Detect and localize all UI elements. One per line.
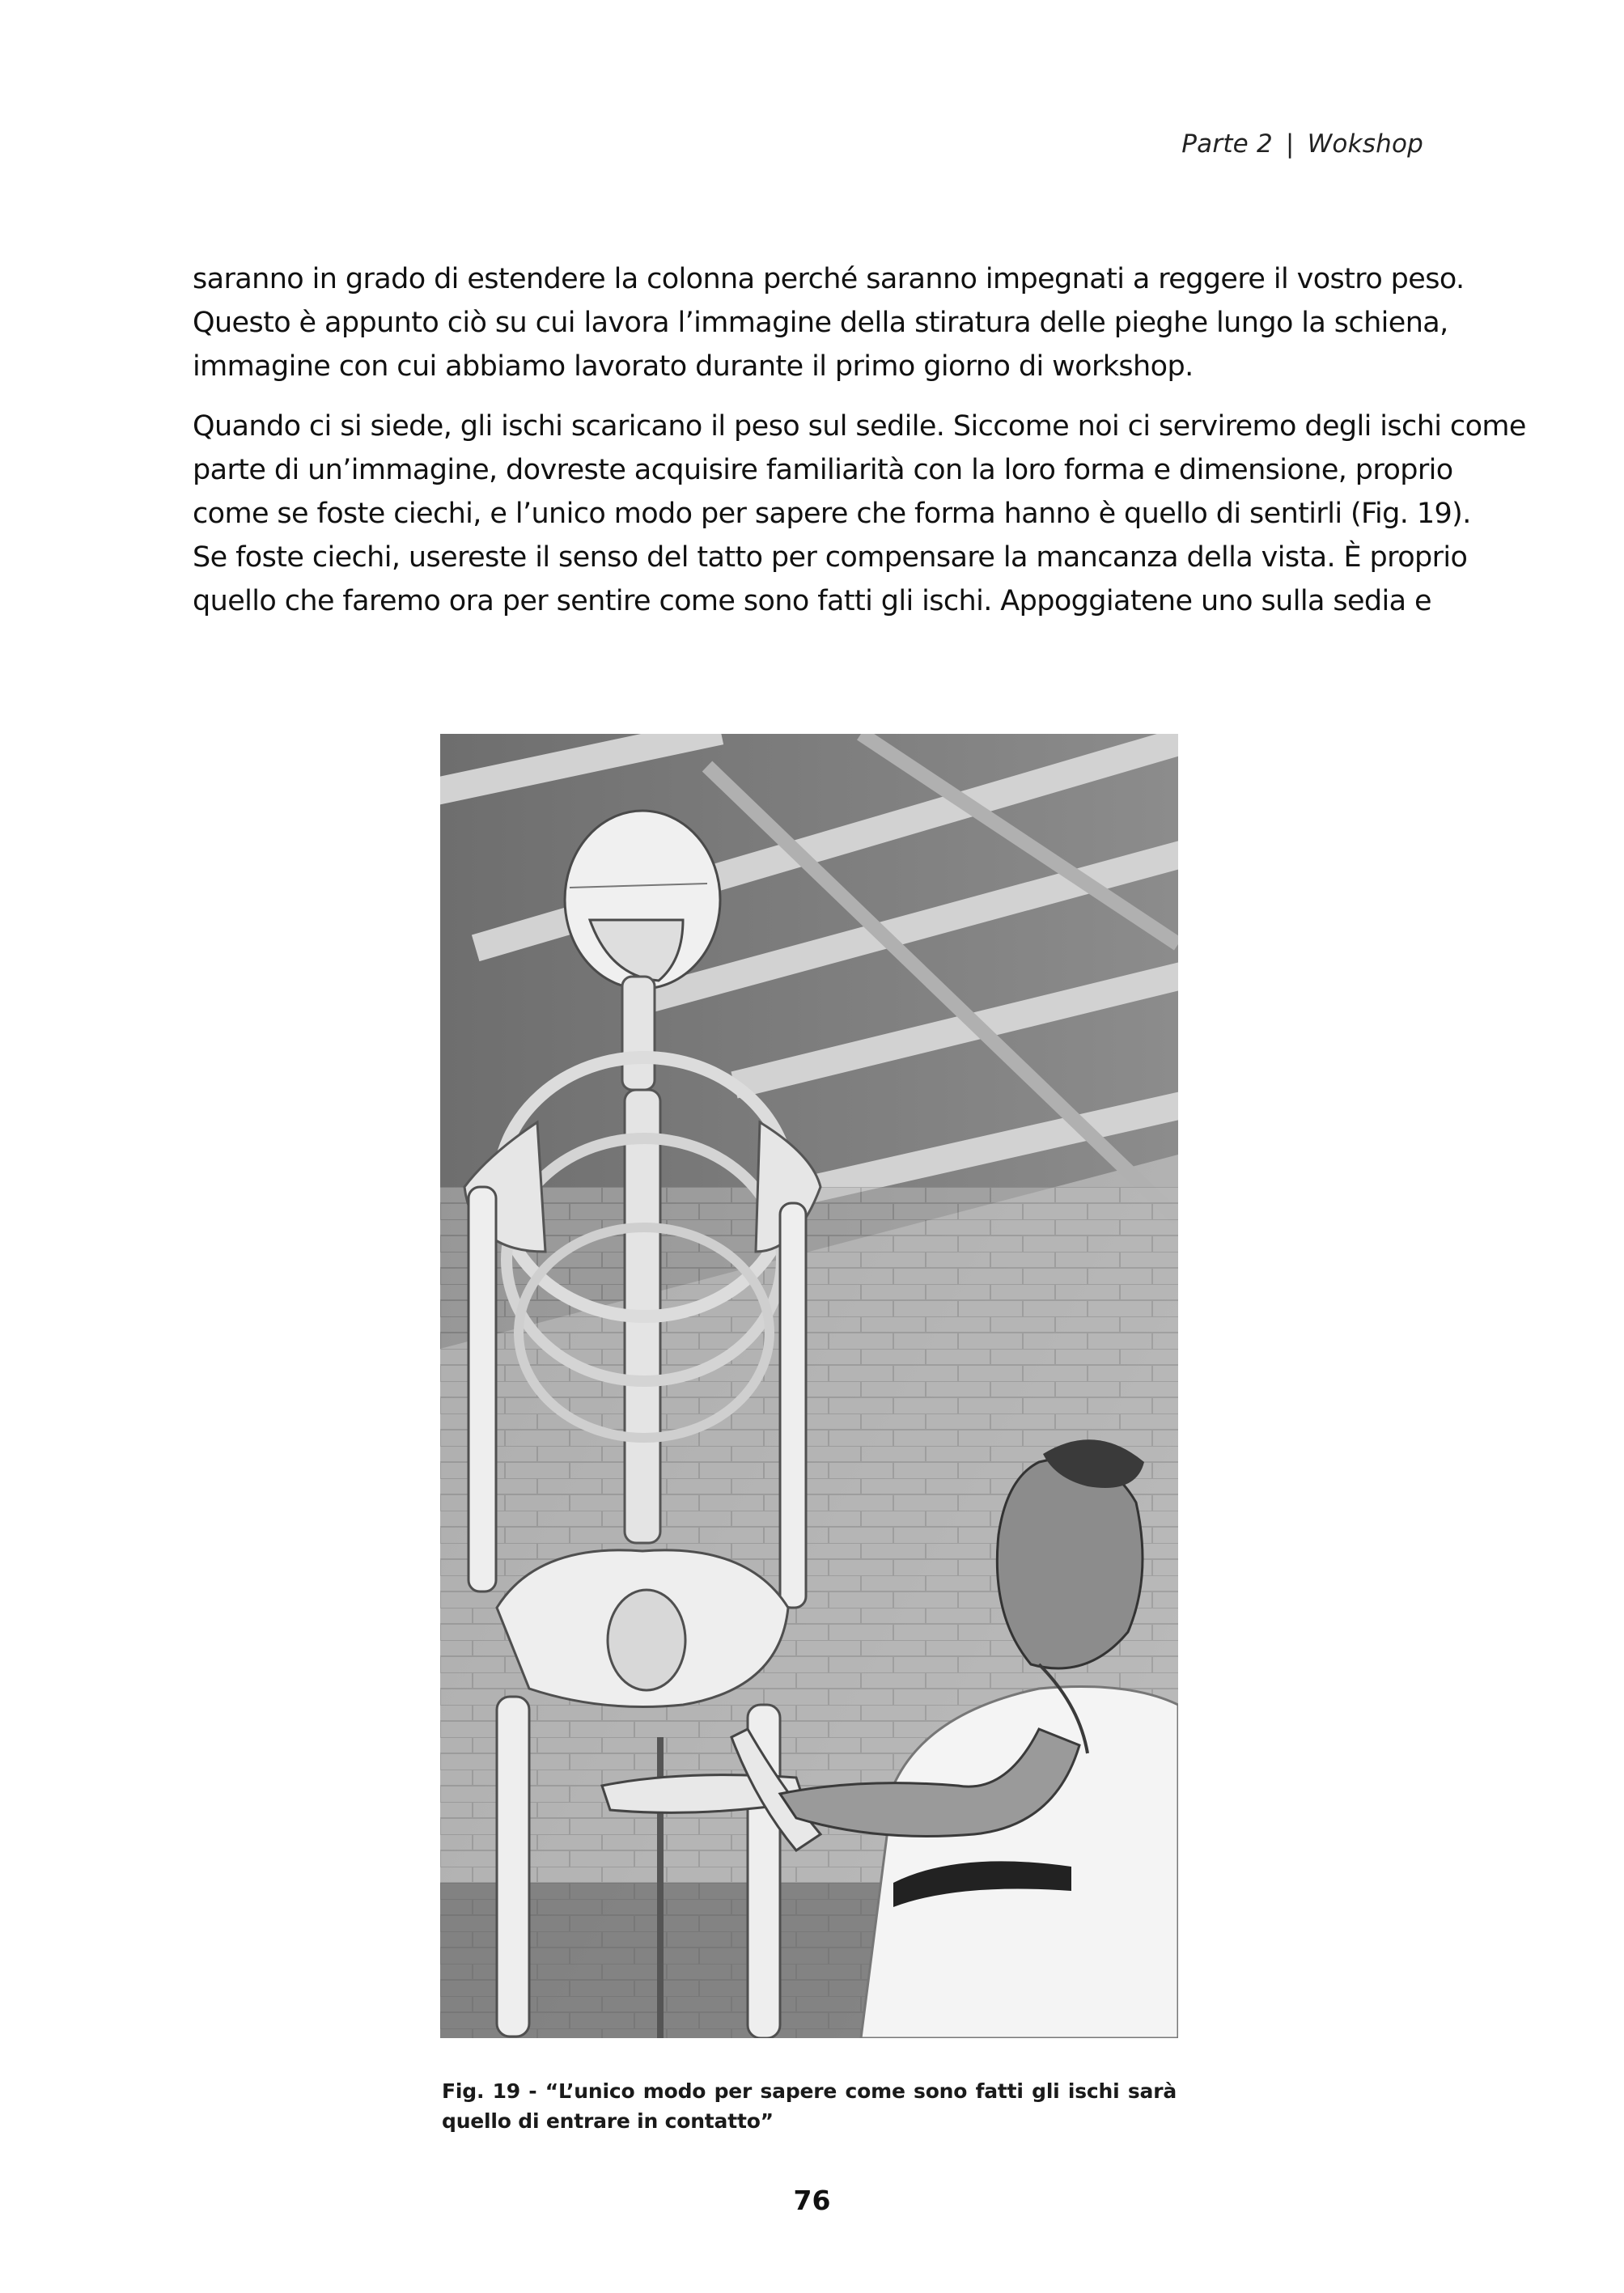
paragraph-line: Questo è appunto ciò su cui lavora l’immagine della stiratura delle pieghe lungo la schiena, xyxy=(193,307,1448,339)
paragraph-line: Se foste ciechi, usereste il senso del tatto per compensare la mancanza della vista. È proprio xyxy=(193,541,1468,574)
header-section: Parte 2 xyxy=(1181,129,1273,159)
caption-line: Fig. 19 - “L’unico modo per sapere come sono fatti gli ischi sarà xyxy=(442,2079,1177,2103)
paragraph-line: saranno in grado di estendere la colonna perché saranno impegnati a reggere il vostro peso. xyxy=(193,263,1465,295)
header-chapter: Wokshop xyxy=(1307,129,1423,159)
paragraph-line: quello che faremo ora per sentire come sono fatti gli ischi. Appoggiatene uno sulla sedia e xyxy=(193,585,1431,617)
photo-skeleton-demonstration xyxy=(440,734,1178,2038)
header-separator: | xyxy=(1285,129,1295,159)
paragraph-line: immagine con cui abbiamo lavorato durante il primo giorno di workshop. xyxy=(193,350,1194,383)
figure-photo xyxy=(440,734,1178,2038)
caption-line: quello di entrare in contatto” xyxy=(442,2109,774,2133)
paragraph-1 xyxy=(193,257,1465,388)
paragraph-2 xyxy=(193,405,1526,623)
paragraph-line: parte di un’immagine, dovreste acquisire familiarità con la loro forma e dimensione, proprio xyxy=(193,454,1453,486)
running-header xyxy=(1181,129,1423,159)
page-number: 76 xyxy=(793,2185,831,2216)
body-text xyxy=(193,257,1526,639)
figure-caption xyxy=(442,2076,1177,2136)
paragraph-line: come se foste ciechi, e l’unico modo per sapere che forma hanno è quello di sentirli (Fig. 19). xyxy=(193,498,1471,530)
paragraph-line: Quando ci si siede, gli ischi scaricano il peso sul sedile. Siccome noi ci serviremo degli ischi come xyxy=(193,410,1526,443)
